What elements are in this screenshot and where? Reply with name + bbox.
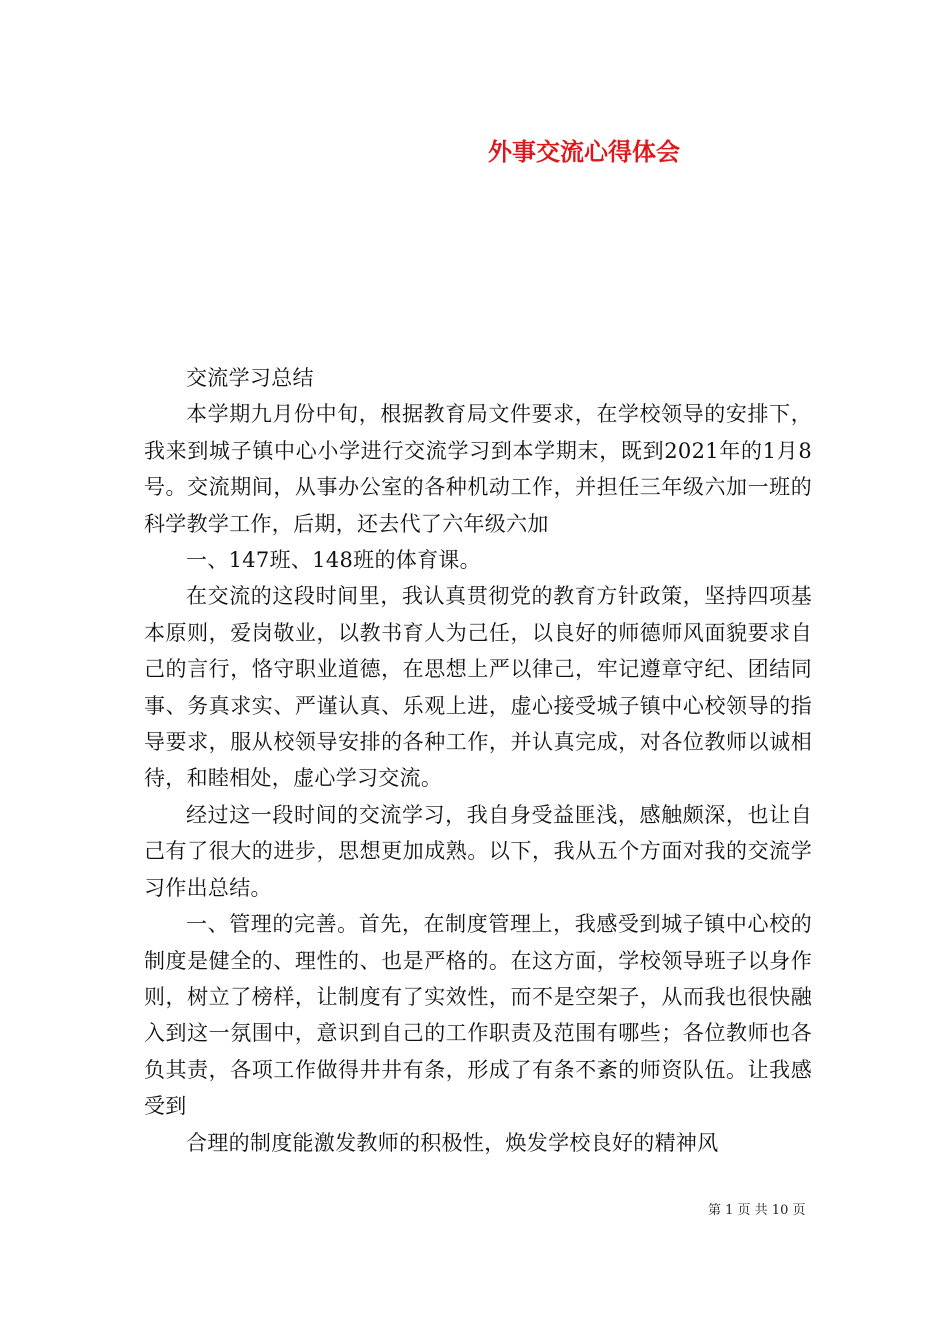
paragraph: 在交流的这段时间里，我认真贯彻党的教育方针政策，坚持四项基本原则，爱岗敬业，以教书育人为己任，以良好的师德师风面貌要求自己的言行，恪守职业道德，在思想上严以律己，牢记遵章守纪、团结同事、务真求实、严谨认真、乐观上进，虚心接受城子镇中心校领导的指导要求，服从校领导安排的各种工作，并认真完成，对各位教师以诚相待，和睦相处，虚心学习交流。	[144, 584, 812, 791]
document-title: 外事交流心得体会	[488, 137, 680, 166]
paragraph: 合理的制度能激发教师的积极性，焕发学校良好的精神风	[186, 1130, 719, 1155]
paragraph-heading: 交流学习总结	[186, 366, 314, 390]
document-body	[144, 360, 812, 1161]
paragraph: 一、147班、148班的体育课。	[186, 548, 481, 573]
paragraph: 本学期九月份中旬，根据教育局文件要求，在学校领导的安排下，我来到城子镇中心小学进行交流学习到本学期末，既到2021年的1月8号。交流期间，从事办公室的各种机动工作，并担任三年级六加一班的科学教学工作，后期，还去代了六年级六加	[144, 402, 812, 536]
paragraph: 经过这一段时间的交流学习，我自身受益匪浅，感触颇深，也让自己有了很大的进步，思想更加成熟。以下，我从五个方面对我的交流学习作出总结。	[144, 802, 812, 900]
page-number-footer: 第 1 页 共 10 页	[708, 1203, 806, 1218]
paragraph: 一、管理的完善。首先，在制度管理上，我感受到城子镇中心校的制度是健全的、理性的、也是严格的。在这方面，学校领导班子以身作则，树立了榜样，让制度有了实效性，而不是空架子，从而我也很快融入到这一氛围中，意识到自己的工作职责及范围有哪些；各位教师也各负其责，各项工作做得井井有条，形成了有条不紊的师资队伍。让我感受到	[144, 912, 812, 1119]
